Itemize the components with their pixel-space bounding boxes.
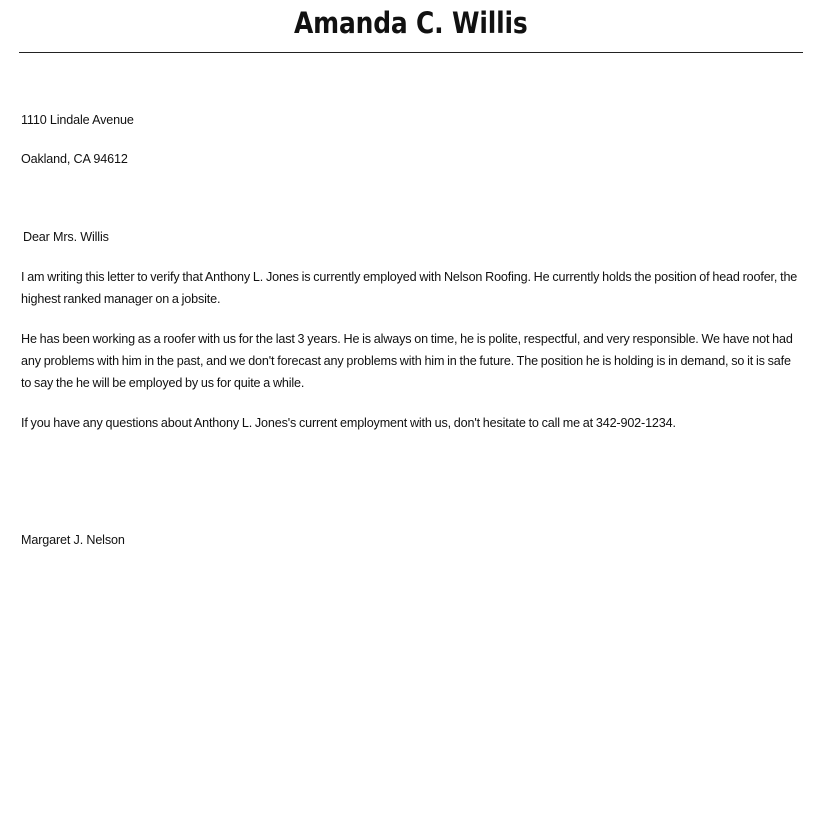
paragraph-contact: If you have any questions about Anthony L. Jones's current employment with us, don't hesitate to call me at 342-902-1234. [21, 416, 676, 430]
salutation: Dear Mrs. Willis [23, 230, 109, 244]
letterhead [19, 0, 803, 53]
paragraph-performance: He has been working as a roofer with us for the last 3 years. He is always on time, he is polite, respectful, and very responsible. We have not had any problems with him in the past, and we don't forecast any problems with him in the future. The position he is holding is in demand, so it is safe to say the he will be employed by us for quite a while. [21, 332, 793, 390]
sender-name: Amanda C. Willis [294, 6, 528, 40]
letter-body [21, 109, 801, 551]
paragraph-verification: I am writing this letter to verify that Anthony L. Jones is currently employed with Nelson Roofing. He currently holds the position of head roofer, the highest ranked manager on a jobsite. [21, 270, 798, 306]
address-street: 1110 Lindale Avenue [21, 113, 134, 127]
address-city-state-zip: Oakland, CA 94612 [21, 152, 128, 166]
signature-name: Margaret J. Nelson [21, 533, 125, 547]
